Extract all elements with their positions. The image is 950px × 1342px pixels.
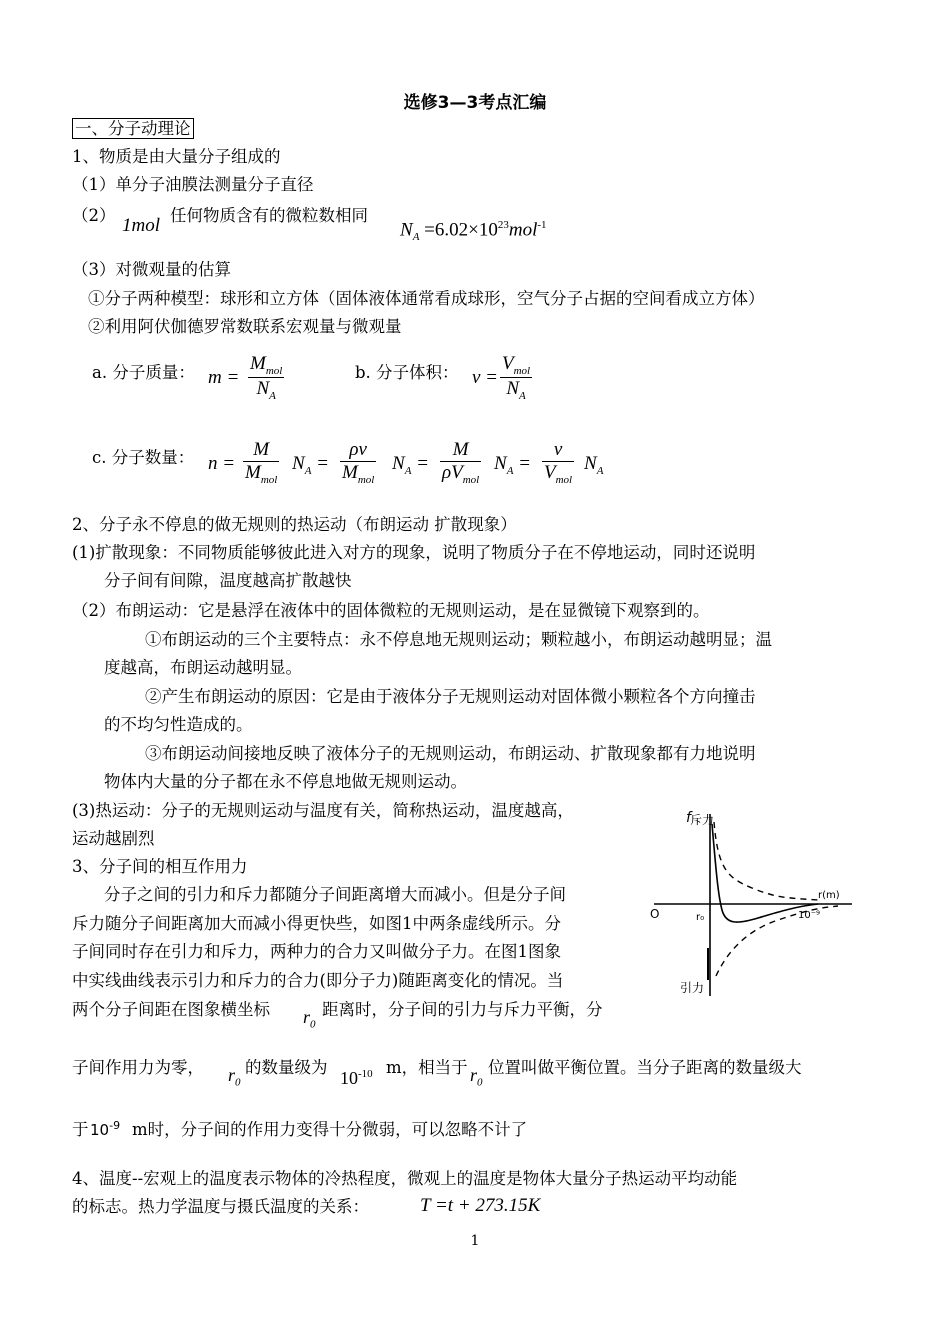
formula-c-na1: $N_A$ = bbox=[292, 453, 329, 477]
repulsion-curve bbox=[714, 822, 818, 900]
formula-c-label: c. 分子数量： bbox=[92, 448, 195, 467]
item-4b: 的标志。热力学温度与摄氏温度的关系： bbox=[72, 1197, 369, 1216]
page-title: 选修3—3考点汇编 bbox=[403, 93, 547, 113]
item-3-p6b: 的数量级为 bbox=[245, 1058, 328, 1077]
avogadro-constant: $N_A =6.02\times 10^{23}mol^{-1}$ bbox=[400, 219, 547, 244]
formula-c-frac3: M $\rho V_{mol}$ bbox=[442, 439, 480, 486]
item-2-2-b1: ②产生布朗运动的原因：它是由于液体分子无规则运动对固体微小颗粒各个方向撞击 bbox=[145, 687, 756, 706]
formula-b-fraction: $V_{mol}$ $N_A$ bbox=[502, 353, 531, 402]
r0-symbol-3: $r_0$ bbox=[470, 1065, 483, 1089]
item-1-3: （3）对微观量的估算 bbox=[72, 260, 231, 279]
formula-c-na2: $N_A$ = bbox=[392, 453, 429, 477]
one-mol: 1mol bbox=[122, 215, 160, 236]
formula-c-na4: $N_A$ bbox=[584, 453, 604, 477]
ten-minus-nine: $10^{-9}$ bbox=[90, 1119, 121, 1139]
item-2-2-a2: 度越高，布朗运动越明显。 bbox=[104, 658, 302, 677]
formula-c-lhs: n = bbox=[208, 453, 236, 474]
item-3-p6c: m，相当于 bbox=[386, 1058, 468, 1077]
item-2-2-c1: ③布朗运动间接地反映了液体分子的无规则运动，布朗运动、扩散现象都有力地说明 bbox=[145, 744, 756, 763]
item-2-3b: 运动越剧烈 bbox=[72, 829, 155, 848]
label-repulsion-text: 斥力 bbox=[690, 813, 715, 827]
formula-c-na3: $N_A$ = bbox=[494, 453, 531, 477]
item-2-2-a1: ①布朗运动的三个主要特点：永不停息地无规则运动；颗粒越小，布朗运动越明显；温 bbox=[145, 630, 772, 649]
formula-c-frac4: v $V_{mol}$ bbox=[544, 439, 573, 486]
item-1-3-b: ②利用阿伏伽德罗常数联系宏观量与微观量 bbox=[88, 317, 402, 336]
label-origin: O bbox=[650, 907, 660, 921]
item-2-2-c2: 物体内大量的分子都在永不停息地做无规则运动。 bbox=[104, 772, 467, 791]
item-2-1b: 分子间有间隙，温度越高扩散越快 bbox=[104, 571, 352, 590]
item-2-1a: (1)扩散现象：不同物质能够彼此进入对方的现象，说明了物质分子在不停地运动，同时还说明 bbox=[72, 543, 756, 562]
ten-minus-ten: $10^{-10}$ bbox=[340, 1068, 373, 1088]
label-f: f bbox=[686, 810, 691, 826]
formula-a-lhs: m = bbox=[208, 367, 240, 388]
item-3-p1: 分子之间的引力和斥力都随分子间距离增大而减小。但是分子间 bbox=[104, 885, 566, 904]
item-3-p6d: 位置叫做平衡位置。当分子距离的数量级大 bbox=[488, 1058, 802, 1077]
label-1e9: 10⁻⁹ bbox=[798, 910, 821, 921]
item-3-p5a: 两个分子间距在图象横坐标 bbox=[72, 1000, 270, 1019]
item-2: 2、分子永不停息的做无规则的热运动（布朗运动 扩散现象） bbox=[72, 515, 517, 534]
item-3-p7b: m时，分子间的作用力变得十分微弱，可以忽略不计了 bbox=[132, 1120, 528, 1139]
item-3-p3: 子间同时存在引力和斥力，两种力的合力又叫做分子力。在图1图象 bbox=[72, 942, 561, 961]
item-3-p4: 中实线曲线表示引力和斥力的合力(即分子力)随距离变化的情况。当 bbox=[72, 971, 564, 990]
formula-c-frac2: ρv $M_{mol}$ bbox=[342, 439, 375, 486]
item-1-2: （2） bbox=[72, 206, 116, 225]
item-2-2: （2）布朗运动：它是悬浮在液体中的固体微粒的无规则运动，是在显微镜下观察到的。 bbox=[72, 601, 710, 620]
formula-a-label: a. 分子质量： bbox=[92, 363, 195, 382]
item-2-3a: (3)热运动：分子的无规则运动与温度有关，简称热运动，温度越高， bbox=[72, 801, 574, 820]
item-3-p6a: 子间作用力为零， bbox=[72, 1058, 204, 1077]
item-1-1: （1）单分子油膜法测量分子直径 bbox=[72, 175, 314, 194]
item-3-p7a: 于 bbox=[72, 1120, 89, 1139]
label-r-axis: r(m) bbox=[818, 890, 840, 901]
item-2-2-b2: 的不均匀性造成的。 bbox=[104, 715, 253, 734]
item-3-p2: 斥力随分子间距离加大而减小得更快些，如图1中两条虚线所示。分 bbox=[72, 914, 561, 933]
formula-c-frac1: M $M_{mol}$ bbox=[245, 439, 278, 486]
formula-b-label: b. 分子体积： bbox=[355, 363, 459, 382]
r0-symbol-2: $r_0$ bbox=[228, 1065, 241, 1089]
section-heading: 一、分子动理论 bbox=[72, 118, 194, 140]
formula-a-fraction: $M_{mol}$ $N_A$ bbox=[250, 353, 283, 402]
item-1-2-text: 任何物质含有的微粒数相同 bbox=[170, 206, 368, 225]
item-3: 3、分子间的相互作用力 bbox=[72, 857, 248, 876]
formula-b-lhs: v = bbox=[472, 367, 499, 388]
item-1-3-a: ①分子两种模型：球形和立方体（固体液体通常看成球形，空气分子占据的空间看成立方体） bbox=[88, 289, 765, 308]
item-4a: 4、温度--宏观上的温度表示物体的冷热程度，微观上的温度是物体大量分子热运动平均动能 bbox=[72, 1169, 738, 1188]
temperature-equation: T =t + 273.15K bbox=[420, 1195, 541, 1216]
resultant-curve bbox=[712, 824, 821, 922]
molecular-force-figure bbox=[648, 800, 856, 1000]
page-number: 1 bbox=[470, 1233, 480, 1249]
r0-symbol-1: $r_0$ bbox=[303, 1007, 316, 1031]
label-r0: r₀ bbox=[696, 912, 705, 923]
item-3-p5b: 距离时，分子间的引力与斥力平衡，分 bbox=[322, 1000, 603, 1019]
item-1: 1、物质是由大量分子组成的 bbox=[72, 147, 281, 166]
label-attraction: 引力 bbox=[680, 981, 705, 995]
